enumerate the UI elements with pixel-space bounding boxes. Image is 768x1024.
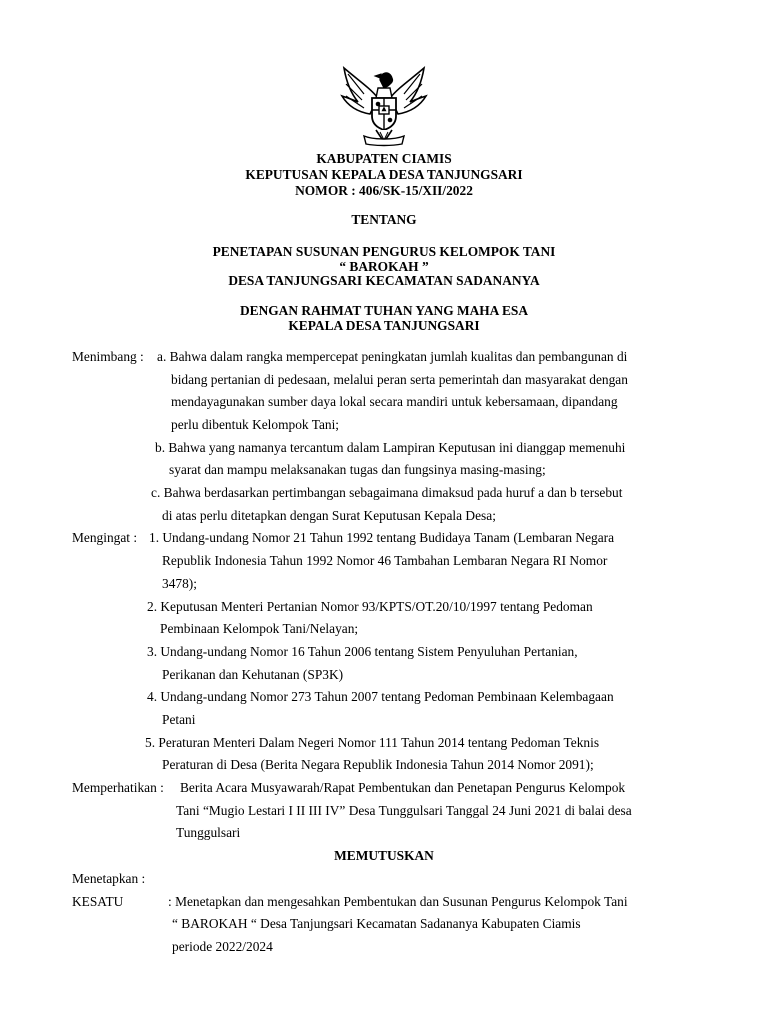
mengingat-item-4: Petani [162,712,196,727]
menimbang-item-c: di atas perlu ditetapkan dengan Surat Keputusan Kepala Desa; [162,508,496,523]
subject-line: DESA TANJUNGSARI KECAMATAN SADANANYA [228,273,540,288]
memutuskan-heading: MEMUTUSKAN [334,848,434,863]
regency-title: KABUPATEN CIAMIS [316,151,452,166]
grace-line: DENGAN RAHMAT TUHAN YANG MAHA ESA [239,303,529,318]
mengingat-item-2: 2. Keputusan Menteri Pertanian Nomor 93/KPTS/OT.20/10/1997 tentang Pedoman [147,599,593,614]
about-heading: TENTANG [351,212,417,227]
mengingat-item-2: Pembinaan Kelompok Tani/Nelayan; [160,621,359,636]
subject-line: PENETAPAN SUSUNAN PENGURUS KELOMPOK TANI [212,244,556,259]
decree-number: NOMOR : 406/SK-15/XII/2022 [295,183,473,198]
mengingat-item-1: Republik Indonesia Tahun 1992 Nomor 46 Tambahan Lembaran Negara RI Nomor [162,553,608,568]
mengingat-item-1: 1. Undang-undang Nomor 21 Tahun 1992 tentang Budidaya Tanam (Lembaran Negara [149,530,615,545]
kesatu-text: periode 2022/2024 [172,939,273,954]
mengingat-label: Mengingat : [72,530,138,545]
mengingat-item-5: 5. Peraturan Menteri Dalam Negeri Nomor 111 Tahun 2014 tentang Pedoman Teknis [145,735,600,750]
subject-line: “ BAROKAH ” [339,259,429,274]
mengingat-item-1: 3478); [162,576,197,591]
menimbang-item-c: c. Bahwa berdasarkan pertimbangan sebagaimana dimaksud pada huruf a dan b tersebut [151,485,623,500]
menimbang-item-b: syarat dan mampu melaksanakan tugas dan fungsinya masing-masing; [169,462,546,477]
menimbang-item-b: b. Bahwa yang namanya tercantum dalam Lampiran Keputusan ini dianggap memenuhi [155,440,626,455]
kesatu-text: “ BAROKAH “ Desa Tanjungsari Kecamatan Sadananya Kabupaten Ciamis [172,916,581,931]
memperhatikan-label: Memperhatikan : [72,780,164,795]
authority-line: KEPALA DESA TANJUNGSARI [288,318,480,333]
memperhatikan-text: Tunggulsari [176,825,241,840]
kesatu-text: : Menetapkan dan mengesahkan Pembentukan dan Susunan Pengurus Kelompok Tani [168,894,628,909]
menimbang-item-a: mendayagunakan sumber daya lokal secara mandiri untuk kebersamaan, dipandang [171,394,618,409]
memperhatikan-text: Tani “Mugio Lestari I II III IV” Desa Tunggulsari Tanggal 24 Juni 2021 di balai desa [176,803,632,818]
menimbang-label: Menimbang : [72,349,144,364]
decree-title: KEPUTUSAN KEPALA DESA TANJUNGSARI [245,167,523,182]
memperhatikan-text: Berita Acara Musyawarah/Rapat Pembentukan dan Penetapan Pengurus Kelompok [180,780,626,795]
garuda-emblem-icon [334,58,434,148]
mengingat-item-5: Peraturan di Desa (Berita Negara Republik Indonesia Tahun 2014 Nomor 2091); [162,757,594,772]
mengingat-item-3: 3. Undang-undang Nomor 16 Tahun 2006 tentang Sistem Penyuluhan Pertanian, [147,644,578,659]
kesatu-label: KESATU [72,894,124,909]
menimbang-item-a: perlu dibentuk Kelompok Tani; [171,417,340,432]
menimbang-item-a: a. Bahwa dalam rangka mempercepat peningkatan jumlah kualitas dan pembangunan di [157,349,628,364]
menimbang-item-a: bidang pertanian di pedesaan, melalui peran serta pemerintah dan masyarakat dengan [171,372,628,387]
menetapkan-label: Menetapkan : [72,871,146,886]
mengingat-item-3: Perikanan dan Kehutanan (SP3K) [162,667,344,682]
mengingat-item-4: 4. Undang-undang Nomor 273 Tahun 2007 tentang Pedoman Pembinaan Kelembagaan [147,689,614,704]
